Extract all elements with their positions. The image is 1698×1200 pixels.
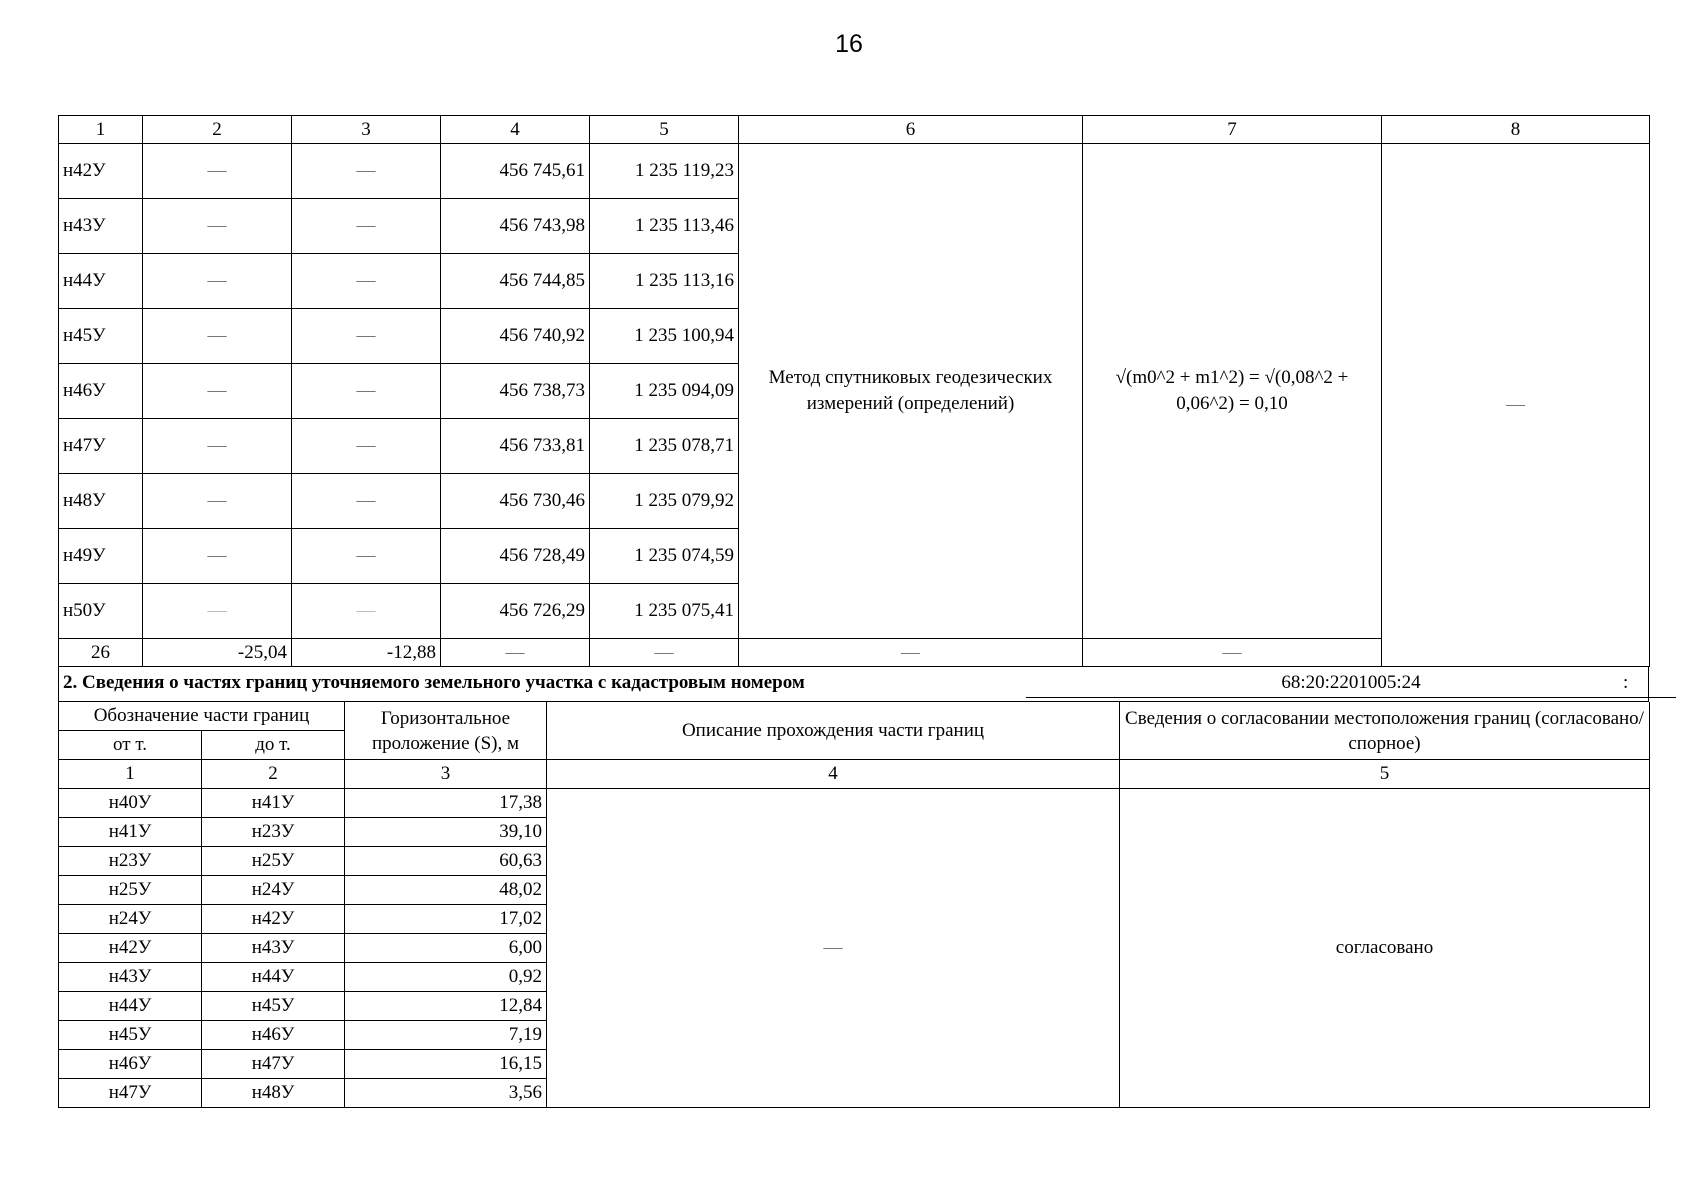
cell-dash: — — [143, 199, 292, 254]
cell-dash: — — [739, 639, 1083, 667]
point-id: н43У — [59, 199, 143, 254]
cell-dash: — — [143, 529, 292, 584]
to-point: н44У — [202, 963, 345, 992]
column-numbers-row — [59, 760, 1650, 789]
header-cell: 4 — [441, 116, 590, 144]
distance: 17,38 — [345, 789, 547, 818]
header-designation: Обозначение части границ — [59, 702, 345, 731]
point-id: н46У — [59, 364, 143, 419]
column-number: 4 — [547, 760, 1120, 789]
from-point: н42У — [59, 934, 202, 963]
cell-dash: — — [292, 254, 441, 309]
cell-dash: — — [292, 529, 441, 584]
header-distance: Горизонтальное проложение (S), м — [345, 702, 547, 760]
header-from: от т. — [59, 731, 202, 760]
to-point: н25У — [202, 847, 345, 876]
from-point: н43У — [59, 963, 202, 992]
distance: 60,63 — [345, 847, 547, 876]
column-number: 1 — [59, 760, 202, 789]
to-point: н46У — [202, 1021, 345, 1050]
from-point: н44У — [59, 992, 202, 1021]
cell-dash: — — [143, 144, 292, 199]
from-point: н47У — [59, 1079, 202, 1108]
column-number: 2 — [202, 760, 345, 789]
section-title-text: 2. Сведения о частях границ уточняемого земельного участка с кадастровым номером — [63, 672, 805, 693]
coord-x: 456 738,73 — [441, 364, 590, 419]
underline — [1026, 697, 1676, 698]
column-number: 3 — [345, 760, 547, 789]
cell-dash: — — [292, 199, 441, 254]
cell-dash: — — [143, 584, 292, 639]
total-dy: -12,88 — [292, 639, 441, 667]
colon: : — [1623, 672, 1629, 693]
distance: 16,15 — [345, 1050, 547, 1079]
total-dx: -25,04 — [143, 639, 292, 667]
coord-y: 1 235 094,09 — [590, 364, 739, 419]
table-row — [59, 789, 1650, 818]
to-point: н47У — [202, 1050, 345, 1079]
cell-dash: — — [292, 309, 441, 364]
distance: 0,92 — [345, 963, 547, 992]
coord-y: 1 235 113,16 — [590, 254, 739, 309]
agreement-cell: согласовано — [1120, 789, 1650, 1108]
cell-dash: — — [1083, 639, 1382, 667]
cell-dash: — — [143, 254, 292, 309]
coord-y: 1 235 079,92 — [590, 474, 739, 529]
table-row — [59, 144, 1650, 199]
coord-x: 456 740,92 — [441, 309, 590, 364]
to-point: н45У — [202, 992, 345, 1021]
header-cell: 7 — [1083, 116, 1382, 144]
page-number: 16 — [835, 30, 863, 58]
coord-y: 1 235 075,41 — [590, 584, 739, 639]
coord-y: 1 235 113,46 — [590, 199, 739, 254]
point-id: н48У — [59, 474, 143, 529]
header-agreement: Сведения о согласовании местоположения границ (согласовано/спорное) — [1120, 702, 1650, 760]
from-point: н41У — [59, 818, 202, 847]
from-point: н45У — [59, 1021, 202, 1050]
points-table-header — [59, 116, 1650, 144]
to-point: н41У — [202, 789, 345, 818]
cell-dash: — — [441, 639, 590, 667]
from-point: н40У — [59, 789, 202, 818]
coord-y: 1 235 074,59 — [590, 529, 739, 584]
distance: 48,02 — [345, 876, 547, 905]
to-point: н48У — [202, 1079, 345, 1108]
section-2-title — [58, 667, 1649, 702]
point-id: н42У — [59, 144, 143, 199]
point-id: н44У — [59, 254, 143, 309]
header-cell: 8 — [1382, 116, 1650, 144]
header-cell: 3 — [292, 116, 441, 144]
cell-dash: — — [590, 639, 739, 667]
point-id: н50У — [59, 584, 143, 639]
coord-y: 1 235 100,94 — [590, 309, 739, 364]
header-cell: 5 — [590, 116, 739, 144]
distance: 3,56 — [345, 1079, 547, 1108]
distance: 17,02 — [345, 905, 547, 934]
distance: 12,84 — [345, 992, 547, 1021]
points-table — [58, 115, 1650, 667]
from-point: н24У — [59, 905, 202, 934]
to-point: н42У — [202, 905, 345, 934]
coord-y: 1 235 119,23 — [590, 144, 739, 199]
coord-y: 1 235 078,71 — [590, 419, 739, 474]
cell-dash: — — [143, 309, 292, 364]
coord-x: 456 726,29 — [441, 584, 590, 639]
distance: 39,10 — [345, 818, 547, 847]
cell-dash: — — [292, 419, 441, 474]
boundary-parts-table — [58, 702, 1650, 1108]
header-cell: 6 — [739, 116, 1083, 144]
header-cell: 1 — [59, 116, 143, 144]
cell-dash: — — [292, 584, 441, 639]
header-to: до т. — [202, 731, 345, 760]
from-point: н46У — [59, 1050, 202, 1079]
to-point: н23У — [202, 818, 345, 847]
header-description: Описание прохождения части границ — [547, 702, 1120, 760]
coord-x: 456 743,98 — [441, 199, 590, 254]
coordinates-sheet — [58, 115, 1649, 1108]
point-id: н45У — [59, 309, 143, 364]
cell-dash: — — [292, 144, 441, 199]
from-point: н25У — [59, 876, 202, 905]
cell-dash: — — [292, 474, 441, 529]
description-cell: — — [547, 789, 1120, 1108]
to-point: н43У — [202, 934, 345, 963]
coord-x: 456 733,81 — [441, 419, 590, 474]
point-id: н47У — [59, 419, 143, 474]
cadastral-number: 68:20:2201005:24 — [1281, 672, 1421, 693]
col8-cell: — — [1382, 144, 1650, 667]
header-cell: 2 — [143, 116, 292, 144]
from-point: н23У — [59, 847, 202, 876]
distance: 7,19 — [345, 1021, 547, 1050]
coord-x: 456 744,85 — [441, 254, 590, 309]
cell-dash: — — [143, 474, 292, 529]
boundary-header-row — [59, 702, 1650, 731]
coord-x: 456 745,61 — [441, 144, 590, 199]
coord-x: 456 728,49 — [441, 529, 590, 584]
to-point: н24У — [202, 876, 345, 905]
column-number: 5 — [1120, 760, 1650, 789]
point-id: н49У — [59, 529, 143, 584]
cell-dash: — — [143, 364, 292, 419]
cell-dash: — — [292, 364, 441, 419]
coord-x: 456 730,46 — [441, 474, 590, 529]
cell-dash: — — [143, 419, 292, 474]
method-cell: Метод спутниковых геодезических измерений (определений) — [739, 144, 1083, 639]
total-point: 26 — [59, 639, 143, 667]
formula-cell: √(m0^2 + m1^2) = √(0,08^2 + 0,06^2) = 0,10 — [1083, 144, 1382, 639]
distance: 6,00 — [345, 934, 547, 963]
